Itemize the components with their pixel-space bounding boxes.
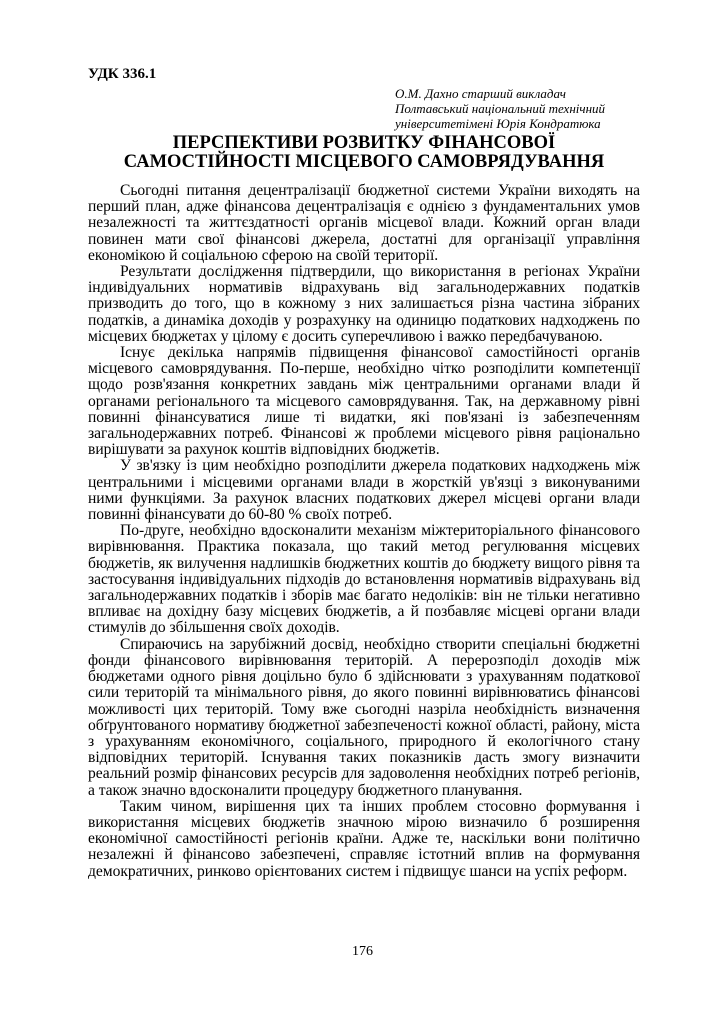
paragraph-6: Спираючись на зарубіжний досвід, необхідно створити спеціальні бюджетні фонди фінансового вирівнювання територій. А перерозподіл доходів між бюджетами одного рівня доцільно було б здійснювати з урахуванням податкової сили територій та мінімального рівня, до якого повинні вирівнюватись фінансові можливості цих територій. Тому вже сьогодні назріла необхідність визначення обґрунтованого нормативу бюджетної забезпеченості кожної області, району, міста з урахуванням економічного, соціального, природного й екологічного стану відповідних територій. Існування таких показників дасть змогу визначити реальний розмір фінансових ресурсів для задоволення необхідних потреб регіонів, а також значно вдосконалити процедуру бюджетного планування. <box>88 635 640 799</box>
paragraph-2: Результати дослідження підтвердили, що використання в регіонах України індивідуальних нормативів відрахувань від загальнодержавних податків призводить до того, що в кожному з них залишається різна частина зібраних податків, а динаміка доходів у розрахунку на одиницю податкових надходжень по місцевих бюджетах у цілому є досить суперечливою і важко передбачуваною. <box>88 263 640 345</box>
paragraph-4: У зв'язку із цим необхідно розподілити джерела податкових надходжень між центральними і місцевими органами влади в жорсткій ув'язці з виконуваними ними функціями. За рахунок власних податкових джерел місцеві органи влади повинні фінансувати до 60-80 % своїх потреб. <box>88 457 640 524</box>
author-block <box>395 86 695 131</box>
author-affiliation-line-1: Полтавський національний технічний <box>395 101 606 116</box>
title-line-2: САМОСТІЙНОСТІ МІСЦЕВОГО САМОВРЯДУВАННЯ <box>123 152 605 172</box>
page-number: 176 <box>352 944 373 959</box>
udk-code: УДК 336.1 <box>88 66 157 82</box>
article-body <box>88 183 640 880</box>
paragraph-5: По-друге, необхідно вдосконалити механізм міжтериторіального фінансового вирівнювання. Практика показала, що такий метод регулювання місцевих бюджетів, як вилучення надлишків бюджетних коштів до бюджету вищого рівня та застосування індивідуальних підходів до встановлення нормативів відрахувань від загальнодержавних податків і зборів має багато недоліків: він не тільки негативно впливає на дохідну базу місцевих бюджетів, а й позбавляє місцеві органи влади стимулів до збільшення своїх доходів. <box>88 522 640 637</box>
paragraph-7: Таким чином, вирішення цих та інших проблем стосовно формування і використання місцевих бюджетів значною мірою визначило б розширення економічної самостійності регіонів країни. Адже те, наскільки вони політично незалежні й фінансово забезпечені, справляє істотний вплив на формування демократичних, ринково орієнтованих систем і підвищує шанси на успіх реформ. <box>88 797 640 880</box>
author-affiliation-line-2: університетімені Юрія Кондратюка <box>395 116 601 131</box>
title-line-1: ПЕРСПЕКТИВИ РОЗВИТКУ ФІНАНСОВОЇ <box>172 133 556 153</box>
paragraph-3: Існує декілька напрямів підвищення фінансової самостійності органів місцевого самоврядування. По-перше, необхідно чітко розподілити компетенції щодо розв'язання конкретних завдань між центральними органами влади й органами регіонального та місцевого самоврядування. Так, на державному рівні повинні фінансуватися лише ті видатки, які пов'язані із забезпеченням загальнодержавних потреб. Фінансові ж проблеми місцевого рівня раціонально вирішувати за рахунок коштів відповідних бюджетів. <box>88 344 640 459</box>
paragraph-1: Сьогодні питання децентралізації бюджетної системи України виходять на перший план, адже фінансова децентралізація є однією з фундаментальних умов незалежності та життєздатності органів місцевої влади. Кожний орган влади повинен мати свої фінансові джерела, достатні для організації управління економікою й соціальною сферою на своїй території. <box>88 182 640 264</box>
article-title <box>88 134 640 172</box>
author-name-line: О.М. Дахно старший викладач <box>395 86 567 101</box>
